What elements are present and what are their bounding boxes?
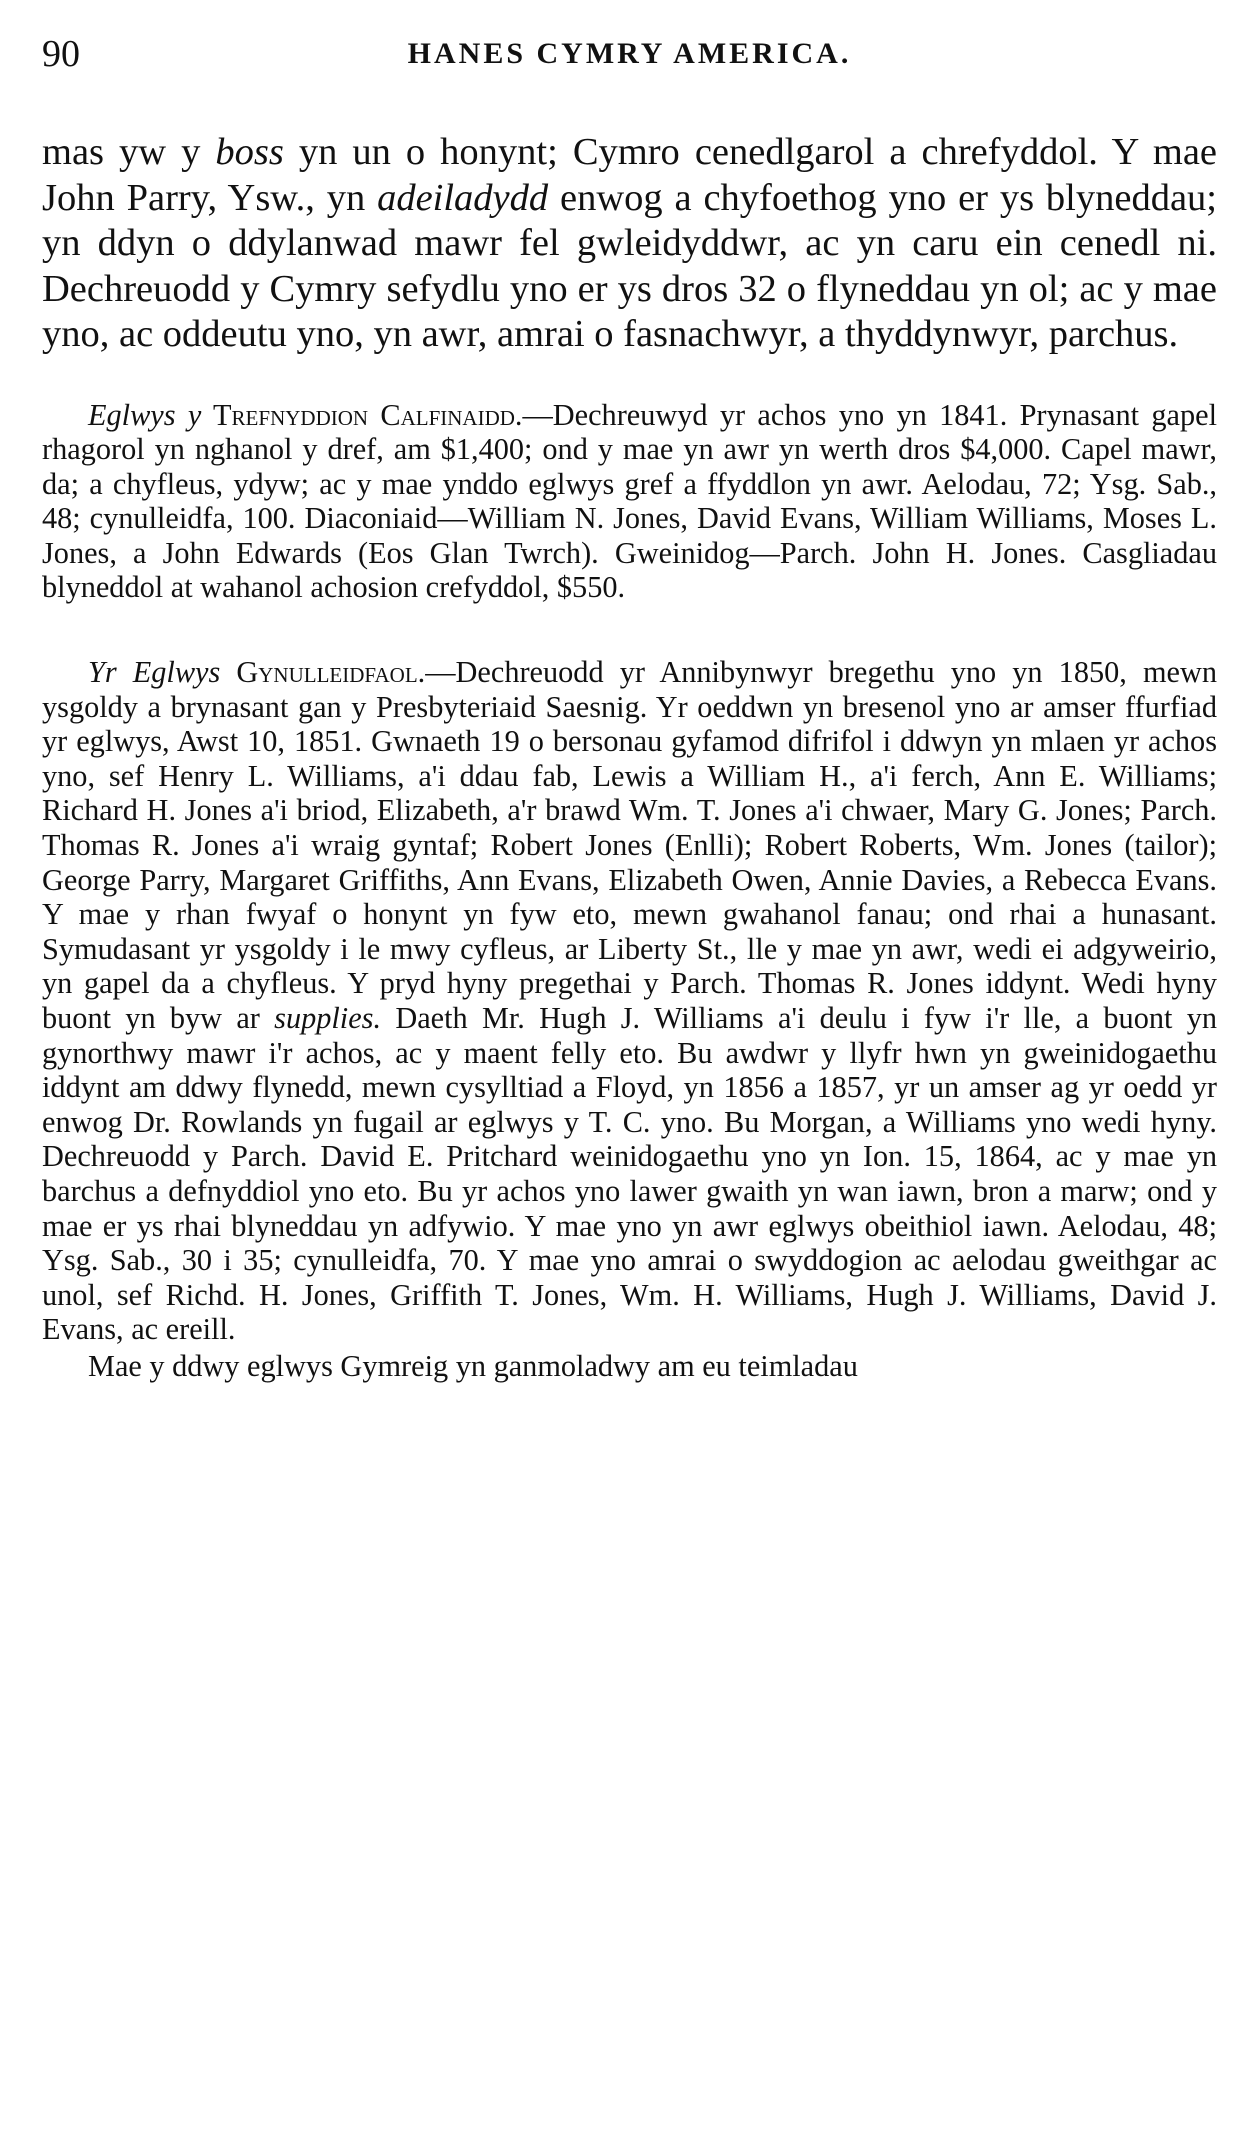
calvinistic-heading-smallcaps: Trefnyddion Calfinaidd. bbox=[201, 397, 523, 432]
intro-italic-adeiladydd: adeiladydd bbox=[377, 176, 549, 219]
congregational-church-paragraph bbox=[42, 655, 1217, 1347]
calvinistic-church-paragraph bbox=[42, 398, 1217, 606]
intro-paragraph bbox=[42, 130, 1217, 358]
page-number: 90 bbox=[42, 33, 80, 75]
running-title: HANES CYMRY AMERICA. bbox=[407, 37, 852, 70]
congregational-heading-smallcaps: Gynulleidfaol. bbox=[220, 655, 426, 690]
page-header bbox=[42, 30, 1217, 78]
calvinistic-body: —Dechreuwyd yr achos yno yn 1841. Prynasant gapel rhagorol yn nghanol y dref, am $1,400; ond y mae yn awr yn werth dros $4,000. Capel mawr, da; a chyfleus, ydyw; ac y mae ynddo eglwys gref a ffyddlon yn awr. Aelodau, 72; Ysg. Sab., 48; cynulleidfa, 100. Diaconiaid—William N. Jones, David Evans, William Williams, Moses L. Jones, a John Edwards (Eos Glan Twrch). Gweinidog—Parch. John H. Jones. Casgliadau blyneddol at wahanol achosion crefyddol, $550. bbox=[42, 397, 1217, 605]
closing-line: Mae y ddwy eglwys Gymreig yn ganmoladwy am eu teimladau bbox=[88, 1348, 858, 1383]
calvinistic-heading-italic: Eglwys y bbox=[88, 397, 202, 432]
intro-text-2: yn un o honynt; Cymro cenedlgarol a chrefyddol. Y mae John Parry, Ysw., yn bbox=[42, 131, 1218, 219]
congregational-body-2: Daeth Mr. Hugh J. Williams a'i deulu i fyw i'r lle, a buont yn gynorthwy mawr i'r achos, ac y maent felly eto. Bu awdwr y llyfr hwn yn gweinidogaethu iddynt am ddwy flynedd, mewn cysylltiad a Floyd, yn 1856 a 1857, yr un amser ag yr oedd yr enwog Dr. Rowlands yn fugail ar eglwys y T. C. yno. Bu Morgan, a Williams yno wedi hyny. Dechreuodd y Parch. David E. Pritchard weinidogaethu yno yn Ion. 15, 1864, ac y mae yn barchus a defnyddiol yno eto. Bu yr achos yno lawer gwaith yn wan iawn, bron a marw; ond y mae er ys rhai blyneddau yn adfywio. Y mae yno yn awr eglwys obeithiol iawn. Aelodau, 48; Ysg. Sab., 30 i 35; cynulleidfa, 70. Y mae yno amrai o swyddogion ac aelodau gweithgar ac unol, sef Richd. H. Jones, Griffith T. Jones, Wm. H. Williams, Hugh J. Williams, David J. Evans, ac ereill. bbox=[42, 1001, 1217, 1347]
congregational-body-1: —Dechreuodd yr Annibynwyr bregethu yno yn 1850, mewn ysgoldy a brynasant gan y Presbyteriaid Saesnig. Yr oeddwn yn bresenol yno ar amser ffurfiad yr eglwys, Awst 10, 1851. Gwnaeth 19 o bersonau gyfamod difrifol i ddwyn yn mlaen yr achos yno, sef Henry L. Williams, a'i ddau fab, Lewis a William H., a'i ferch, Ann E. Williams; Richard H. Jones a'i briod, Elizabeth, a'r brawd Wm. T. Jones a'i chwaer, Mary G. Jones; Parch. Thomas R. Jones a'i wraig gyntaf; Robert Jones (Enlli); Robert Roberts, Wm. Jones (tailor); George Parry, Margaret Griffiths, Ann Evans, Elizabeth Owen, Annie Davies, a Rebecca Evans. Y mae y rhan fwyaf o honynt yn fyw eto, mewn gwahanol fanau; ond rhai a hunasant. Symudasant yr ysgoldy i le mwy cyfleus, ar Liberty St., lle y mae yn awr, wedi ei adgyweirio, yn gapel da a chyfleus. Y pryd hyny pregethai y Parch. Thomas R. Jones iddynt. Wedi hyny buont yn byw ar bbox=[42, 655, 1217, 1035]
book-page bbox=[42, 30, 1217, 2120]
congregational-italic-supplies: supplies. bbox=[274, 1001, 382, 1035]
intro-text-3: enwog a chyfoethog yno er ys blyneddau; yn ddyn o ddylanwad mawr fel gwleidyddwr, ac yn caru ein cenedl ni. Dechreuodd y Cymry sefydlu yno er ys dros 32 o flyneddau yn ol; ac y mae yno, ac oddeutu yno, yn awr, amrai o fasnachwyr, a thyddynwyr, parchus. bbox=[42, 176, 1217, 355]
intro-italic-boss: boss bbox=[215, 131, 284, 173]
intro-text-1: mas yw y bbox=[42, 131, 216, 173]
congregational-heading-italic: Yr Eglwys bbox=[88, 655, 221, 690]
